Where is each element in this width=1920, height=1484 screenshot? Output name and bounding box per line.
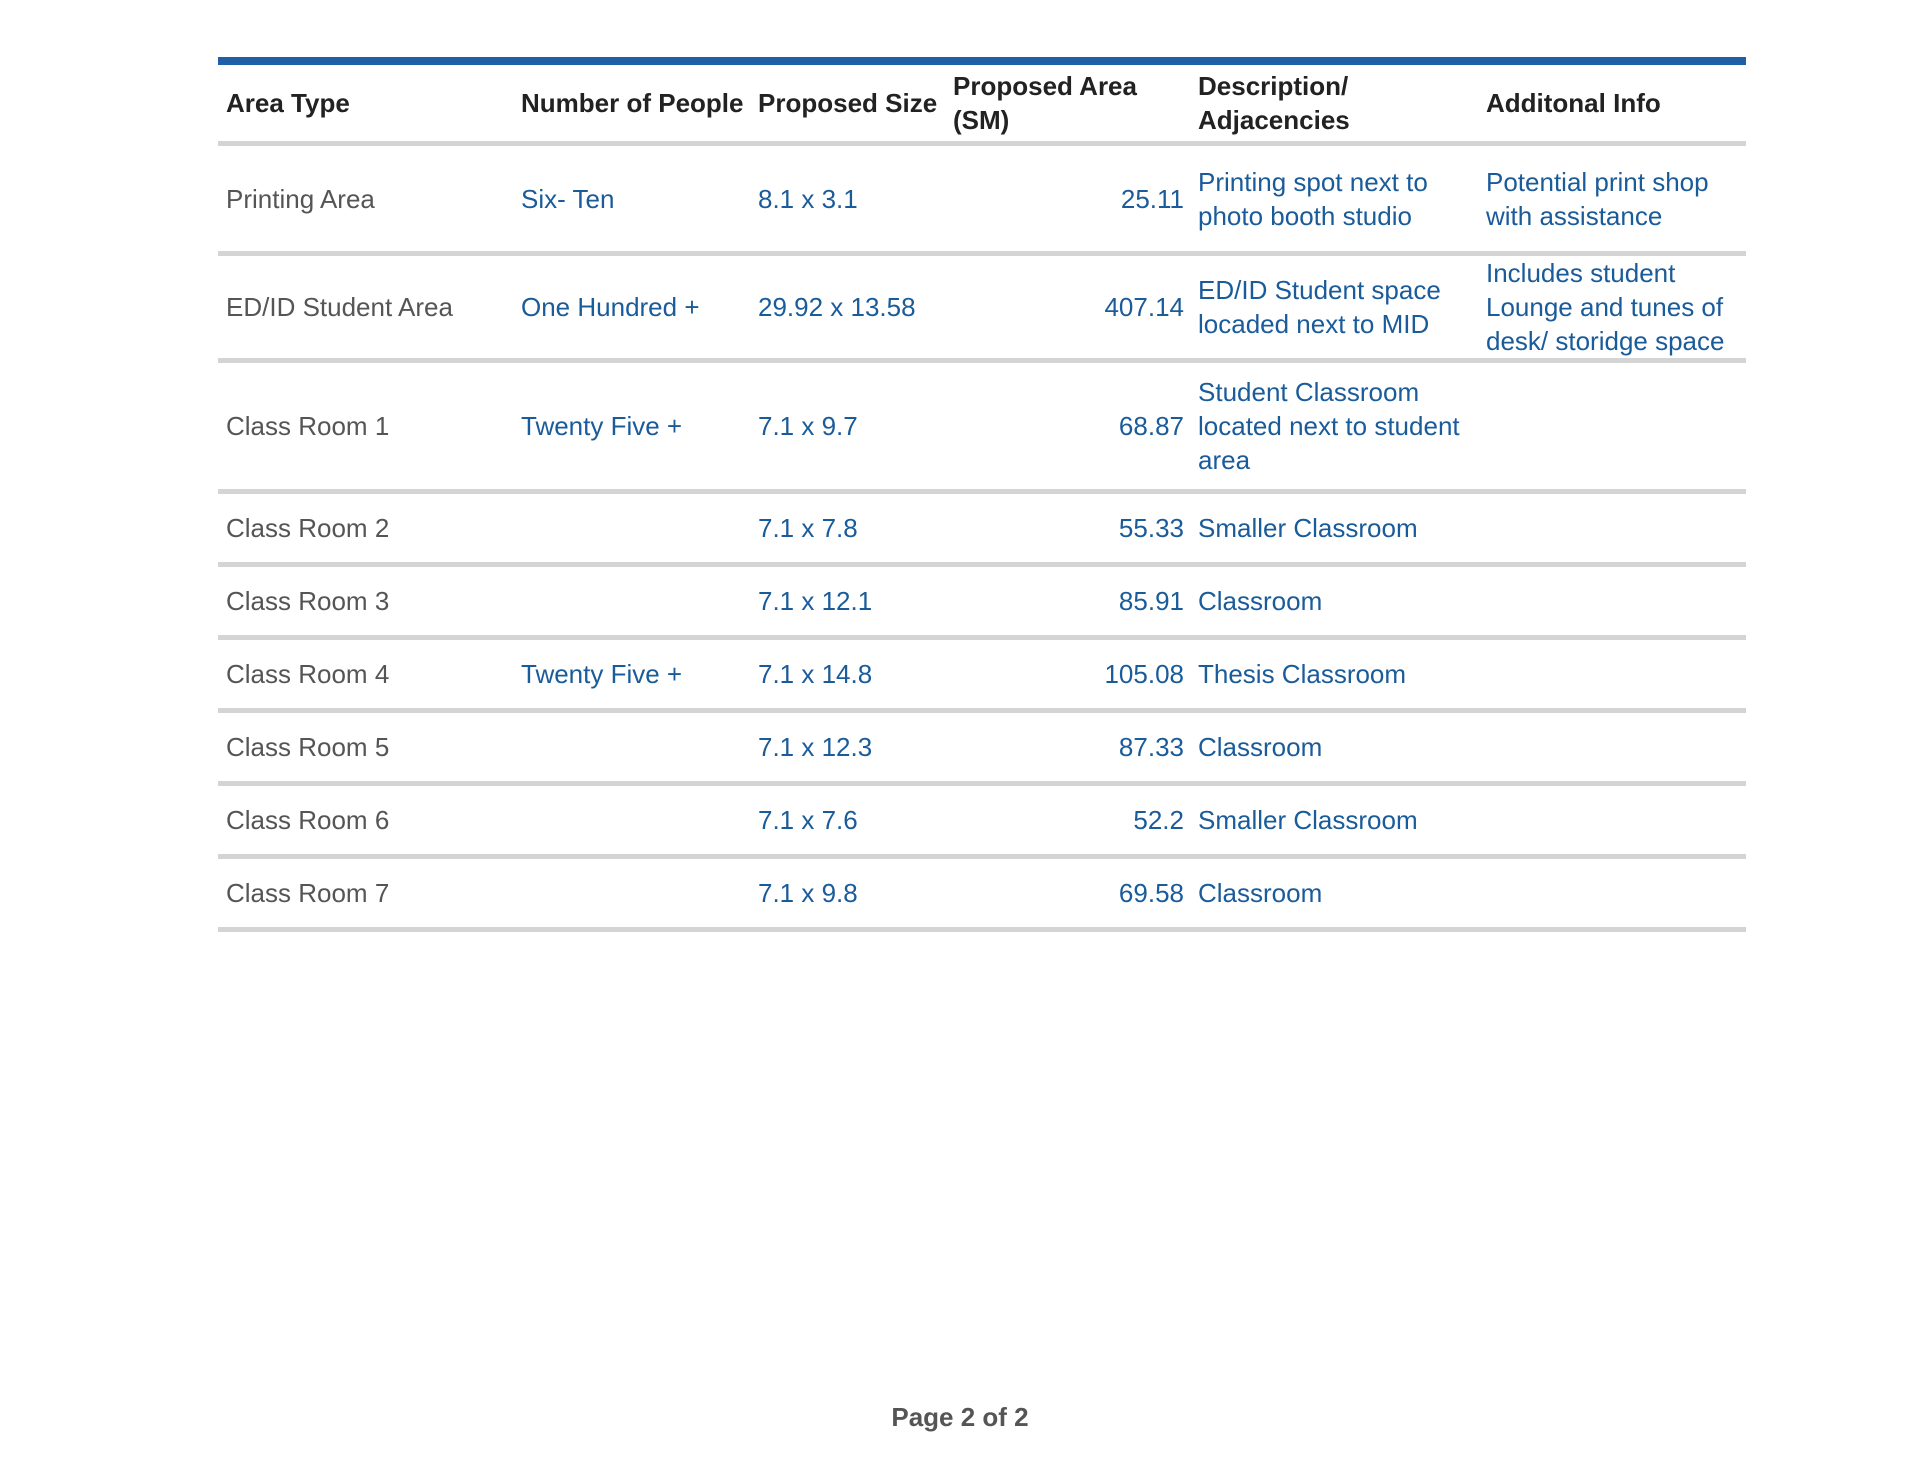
cell-description: Thesis Classroom — [1190, 638, 1478, 711]
cell-area-type: Class Room 4 — [218, 638, 513, 711]
cell-area: 85.91 — [945, 565, 1190, 638]
cell-size: 7.1 x 7.8 — [750, 492, 945, 565]
table-row — [218, 638, 1746, 711]
cell-description: Smaller Classroom — [1190, 492, 1478, 565]
header-area-type: Area Type — [218, 65, 513, 144]
cell-people: Twenty Five + — [513, 361, 750, 492]
cell-size: 7.1 x 9.7 — [750, 361, 945, 492]
cell-size: 8.1 x 3.1 — [750, 144, 945, 254]
cell-people: Six- Ten — [513, 144, 750, 254]
cell-area-type: Class Room 5 — [218, 711, 513, 784]
header-number-of-people: Number of People — [513, 65, 750, 144]
header-description: Description/ Adjacencies — [1190, 65, 1478, 144]
cell-description: Classroom — [1190, 857, 1478, 930]
table-row — [218, 254, 1746, 361]
cell-size: 7.1 x 9.8 — [750, 857, 945, 930]
cell-area: 105.08 — [945, 638, 1190, 711]
cell-area-type: Class Room 1 — [218, 361, 513, 492]
table-header-row — [218, 65, 1746, 144]
cell-people — [513, 711, 750, 784]
cell-people: One Hundred + — [513, 254, 750, 361]
cell-area: 87.33 — [945, 711, 1190, 784]
cell-info — [1478, 492, 1746, 565]
cell-people: Twenty Five + — [513, 638, 750, 711]
cell-area: 407.14 — [945, 254, 1190, 361]
cell-info — [1478, 565, 1746, 638]
cell-description: Classroom — [1190, 711, 1478, 784]
cell-people — [513, 857, 750, 930]
cell-info — [1478, 711, 1746, 784]
cell-people — [513, 784, 750, 857]
table-row — [218, 784, 1746, 857]
cell-area-type: Class Room 7 — [218, 857, 513, 930]
cell-info — [1478, 638, 1746, 711]
header-proposed-size: Proposed Size — [750, 65, 945, 144]
cell-description: ED/ID Student space locaded next to MID — [1190, 254, 1478, 361]
cell-size: 7.1 x 14.8 — [750, 638, 945, 711]
cell-area: 69.58 — [945, 857, 1190, 930]
area-program-table — [218, 65, 1746, 932]
table-top-rule — [218, 57, 1746, 65]
cell-description: Smaller Classroom — [1190, 784, 1478, 857]
cell-description: Classroom — [1190, 565, 1478, 638]
table-row — [218, 711, 1746, 784]
cell-area: 68.87 — [945, 361, 1190, 492]
area-program-table-section — [218, 57, 1746, 932]
cell-description: Printing spot next to photo booth studio — [1190, 144, 1478, 254]
header-additional-info: Additonal Info — [1478, 65, 1746, 144]
page-number: Page 2 of 2 — [891, 1402, 1029, 1432]
cell-people — [513, 565, 750, 638]
cell-people — [513, 492, 750, 565]
cell-area: 55.33 — [945, 492, 1190, 565]
cell-info — [1478, 857, 1746, 930]
cell-size: 7.1 x 12.3 — [750, 711, 945, 784]
cell-info — [1478, 784, 1746, 857]
cell-info: Potential print shop with assistance — [1478, 144, 1746, 254]
cell-area-type: Printing Area — [218, 144, 513, 254]
table-row — [218, 857, 1746, 930]
cell-info — [1478, 361, 1746, 492]
cell-size: 7.1 x 12.1 — [750, 565, 945, 638]
cell-info: Includes student Lounge and tunes of desk/ storidge space — [1478, 254, 1746, 361]
table-row — [218, 144, 1746, 254]
cell-area-type: ED/ID Student Area — [218, 254, 513, 361]
cell-area: 52.2 — [945, 784, 1190, 857]
cell-area: 25.11 — [945, 144, 1190, 254]
cell-area-type: Class Room 2 — [218, 492, 513, 565]
cell-size: 7.1 x 7.6 — [750, 784, 945, 857]
cell-description: Student Classroom located next to student area — [1190, 361, 1478, 492]
table-row — [218, 565, 1746, 638]
cell-size: 29.92 x 13.58 — [750, 254, 945, 361]
header-proposed-area: Proposed Area (SM) — [945, 65, 1190, 144]
cell-area-type: Class Room 3 — [218, 565, 513, 638]
table-row — [218, 361, 1746, 492]
cell-area-type: Class Room 6 — [218, 784, 513, 857]
table-row — [218, 492, 1746, 565]
